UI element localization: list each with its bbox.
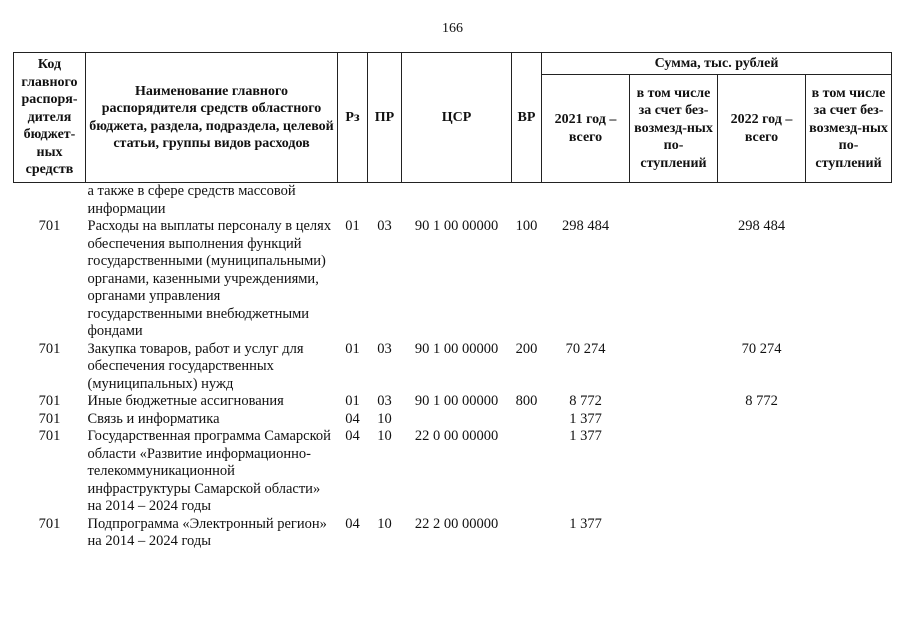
table-row bbox=[14, 218, 892, 341]
table-row bbox=[14, 393, 892, 411]
cell-2022-free bbox=[806, 428, 892, 516]
cell-2022-free bbox=[806, 218, 892, 341]
cell-vr bbox=[512, 428, 542, 516]
cell-2021-total bbox=[542, 183, 630, 219]
cell-vr: 200 bbox=[515, 340, 538, 357]
cell-name: Подпрограмма «Электронный регион» на 2014 – 2024 годы bbox=[87, 515, 327, 549]
cell-rz: 04 bbox=[345, 515, 360, 532]
table-row bbox=[14, 428, 892, 516]
cell-2021-total: 8 772 bbox=[569, 393, 602, 409]
header-pr: ПР bbox=[368, 53, 402, 183]
cell-pr bbox=[368, 183, 402, 219]
header-2022-free: в том числе за счет без-возмезд-ных по-ступлений bbox=[806, 75, 892, 183]
cell-vr bbox=[512, 411, 542, 429]
cell-pr: 10 bbox=[377, 515, 392, 532]
cell-2021-total: 298 484 bbox=[561, 218, 610, 234]
header-csr: ЦСР bbox=[402, 53, 512, 183]
cell-pr: 03 bbox=[377, 393, 392, 409]
cell-2021-free bbox=[630, 411, 718, 429]
table-row bbox=[14, 183, 892, 219]
header-sum-group: Сумма, тыс. рублей bbox=[542, 53, 892, 75]
cell-pr: 10 bbox=[377, 410, 392, 427]
cell-name: Связь и информатика bbox=[87, 410, 220, 427]
header-name: Наименование главного распорядителя средств областного бюджета, раздела, подраздела, целевой статьи, группы видов расходов bbox=[86, 53, 338, 183]
cell-pr: 03 bbox=[377, 340, 392, 357]
cell-csr: 22 0 00 00000 bbox=[414, 428, 499, 444]
cell-2022-free bbox=[806, 393, 892, 411]
cell-rz: 04 bbox=[345, 410, 360, 427]
cell-2022-free bbox=[806, 411, 892, 429]
cell-code: 701 bbox=[38, 428, 61, 444]
cell-name: а также в сфере средств массовой информации bbox=[87, 183, 296, 217]
cell-2022-free bbox=[806, 516, 892, 551]
header-2021-free: в том числе за счет без-возмезд-ных по-ступлений bbox=[630, 75, 718, 183]
cell-vr: 100 bbox=[515, 218, 538, 234]
cell-2021-total: 70 274 bbox=[565, 340, 606, 357]
cell-2021-free bbox=[630, 428, 718, 516]
cell-2021-free bbox=[630, 341, 718, 394]
cell-2022-total bbox=[718, 411, 806, 429]
cell-2022-total bbox=[718, 428, 806, 516]
cell-2022-total: 298 484 bbox=[737, 218, 786, 234]
cell-pr: 03 bbox=[377, 218, 392, 234]
cell-2021-free bbox=[630, 393, 718, 411]
cell-rz: 01 bbox=[345, 340, 360, 357]
cell-vr bbox=[512, 183, 542, 219]
cell-2021-free bbox=[630, 183, 718, 219]
header-2021-total: 2021 год – всего bbox=[542, 75, 630, 183]
cell-2021-free bbox=[630, 516, 718, 551]
page-number: 166 bbox=[442, 21, 463, 36]
cell-code bbox=[14, 183, 86, 219]
header-2022-total: 2022 год – всего bbox=[718, 75, 806, 183]
cell-2021-free bbox=[630, 218, 718, 341]
cell-csr: 22 2 00 00000 bbox=[414, 515, 499, 532]
cell-vr: 800 bbox=[515, 393, 538, 409]
cell-rz bbox=[338, 183, 368, 219]
cell-vr bbox=[512, 516, 542, 551]
cell-2022-total: 70 274 bbox=[741, 340, 782, 357]
cell-csr: 90 1 00 00000 bbox=[414, 218, 499, 234]
header-vr: ВР bbox=[512, 53, 542, 183]
header-rz: Рз bbox=[338, 53, 368, 183]
cell-2021-total: 1 377 bbox=[569, 410, 602, 427]
header-code: Код главного распоря-дителя бюджет-ных средств bbox=[14, 53, 86, 183]
cell-code: 701 bbox=[38, 410, 61, 427]
cell-rz: 01 bbox=[345, 393, 360, 409]
cell-csr bbox=[402, 183, 512, 219]
cell-rz: 01 bbox=[345, 218, 360, 234]
cell-2022-total: 8 772 bbox=[745, 393, 778, 409]
table-body bbox=[14, 183, 892, 551]
cell-code: 701 bbox=[38, 340, 61, 357]
cell-2021-total: 1 377 bbox=[569, 515, 602, 532]
cell-name: Государственная программа Самарской области «Развитие информационно-телекоммуникационной инфраструктуры Самарской области» на 2014 – 2024 годы bbox=[87, 428, 331, 514]
cell-code: 701 bbox=[38, 393, 61, 409]
cell-name: Закупка товаров, работ и услуг для обеспечения государственных (муниципальных) нужд bbox=[87, 340, 304, 392]
cell-2022-free bbox=[806, 183, 892, 219]
cell-2022-free bbox=[806, 341, 892, 394]
cell-2022-total bbox=[718, 516, 806, 551]
table-row bbox=[14, 341, 892, 394]
table-header bbox=[14, 53, 892, 183]
cell-code: 701 bbox=[38, 218, 61, 234]
table-row bbox=[14, 411, 892, 429]
cell-code: 701 bbox=[38, 515, 61, 532]
cell-csr: 90 1 00 00000 bbox=[414, 340, 499, 357]
cell-2022-total bbox=[718, 183, 806, 219]
cell-name: Иные бюджетные ассигнования bbox=[87, 393, 284, 409]
cell-csr bbox=[402, 411, 512, 429]
cell-csr: 90 1 00 00000 bbox=[414, 393, 499, 409]
table-row bbox=[14, 516, 892, 551]
cell-pr: 10 bbox=[377, 428, 392, 444]
cell-name: Расходы на выплаты персоналу в целях обеспечения выполнения функций государственными (муниципальными) органами, казенными учреждениями, органами управления государственными внебюджетными фондами bbox=[87, 218, 332, 339]
cell-2021-total: 1 377 bbox=[569, 428, 602, 444]
cell-rz: 04 bbox=[345, 428, 360, 444]
budget-table bbox=[13, 52, 892, 551]
